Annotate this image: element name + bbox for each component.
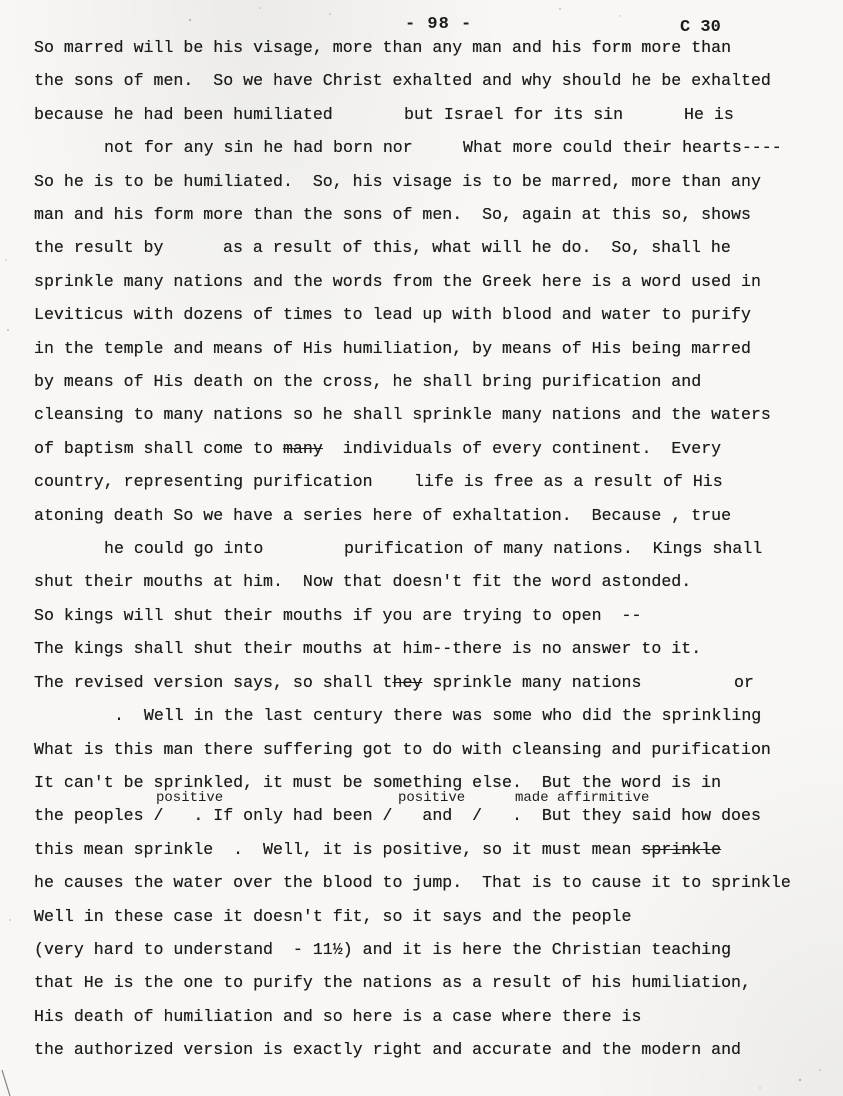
text-line-7b: as a result of this, what will he do. So, shall he	[223, 238, 731, 257]
text-line-13b: individuals of every continent. Every	[342, 439, 722, 458]
text-line-23: It can't be sprinkled, it must be something else. But the word is in	[34, 773, 722, 792]
text-line-14a: country, representing purification	[34, 472, 373, 491]
interlinear-note-3: made affirmitive	[515, 790, 650, 806]
text-line-3b: but Israel for its sin	[404, 105, 624, 124]
page-number: - 98 -	[405, 15, 473, 34]
text-line-8: sprinkle many nations and the words from the Greek here is a word used in	[34, 272, 761, 291]
interlinear-note-1: positive	[156, 790, 224, 806]
text-line-7a: the result by	[34, 238, 164, 257]
struck-word-sprinkle: sprinkle	[641, 840, 722, 859]
text-line-16a: he could go into	[104, 539, 264, 558]
text-line-14b: life is free as a result of His	[414, 472, 723, 491]
text-line-22: What is this man there suffering got to do with cleansing and purification	[34, 740, 771, 759]
text-line-20a: The revised version says, so shall t	[34, 673, 393, 692]
page-code: C 30	[680, 18, 721, 37]
text-line-20	[34, 673, 641, 693]
text-line-20c: or	[734, 673, 754, 692]
text-line-26: he causes the water over the blood to jump. That is to cause it to sprinkle	[34, 873, 791, 892]
text-line-31: the authorized version is exactly right and accurate and the modern and	[34, 1040, 742, 1059]
text-line-13	[34, 439, 721, 459]
text-line-2: the sons of men. So we have Christ exhalted and why should he be exhalted	[34, 71, 771, 90]
text-line-27: Well in these case it doesn't fit, so it says and the people	[34, 907, 632, 926]
text-line-24: the peoples / . If only had been / and / . But they said how does	[34, 806, 761, 825]
text-line-25a: this mean sprinkle . Well, it is positive, so it must mean	[34, 840, 632, 859]
interlinear-note-2: positive	[398, 790, 466, 806]
text-line-18: So kings will shut their mouths if you are trying to open --	[34, 606, 642, 625]
text-line-3a: because he had been humiliated	[34, 105, 333, 124]
text-line-5: So he is to be humiliated. So, his visage is to be marred, more than any	[34, 172, 761, 191]
text-line-6: man and his form more than the sons of men. So, again at this so, shows	[34, 205, 751, 224]
struck-word-hey: hey	[392, 673, 423, 692]
text-line-20b: sprinkle many nations	[422, 673, 642, 692]
text-line-12: cleansing to many nations so he shall sprinkle many nations and the waters	[34, 405, 771, 424]
text-line-30: His death of humiliation and so here is a case where there is	[34, 1007, 642, 1026]
text-line-25	[34, 840, 721, 860]
text-line-16b: purification of many nations. Kings shall	[344, 539, 763, 558]
text-line-9: Leviticus with dozens of times to lead up with blood and water to purify	[34, 305, 751, 324]
struck-word-many: many	[282, 439, 323, 458]
text-line-10: in the temple and means of His humiliation, by means of His being marred	[34, 339, 751, 358]
text-line-4b: What more could their hearts----	[463, 138, 782, 157]
text-line-4a: not for any sin he had born nor	[104, 138, 413, 157]
text-line-13a: of baptism shall come to	[34, 439, 273, 458]
text-line-11: by means of His death on the cross, he shall bring purification and	[34, 372, 702, 391]
text-line-17: shut their mouths at him. Now that doesn't fit the word astonded.	[34, 572, 692, 591]
text-line-29: that He is the one to purify the nations as a result of his humiliation,	[34, 973, 751, 992]
text-line-1: So marred will be his visage, more than any man and his form more than	[34, 38, 732, 57]
text-line-3c: He is	[684, 105, 734, 124]
text-line-21: . Well in the last century there was some who did the sprinkling	[114, 706, 762, 725]
text-line-15: atoning death So we have a series here of exhaltation. Because , true	[34, 506, 732, 525]
text-line-28: (very hard to understand - 11½) and it is here the Christian teaching	[34, 940, 732, 959]
text-line-19: The kings shall shut their mouths at him--there is no answer to it.	[34, 639, 702, 658]
